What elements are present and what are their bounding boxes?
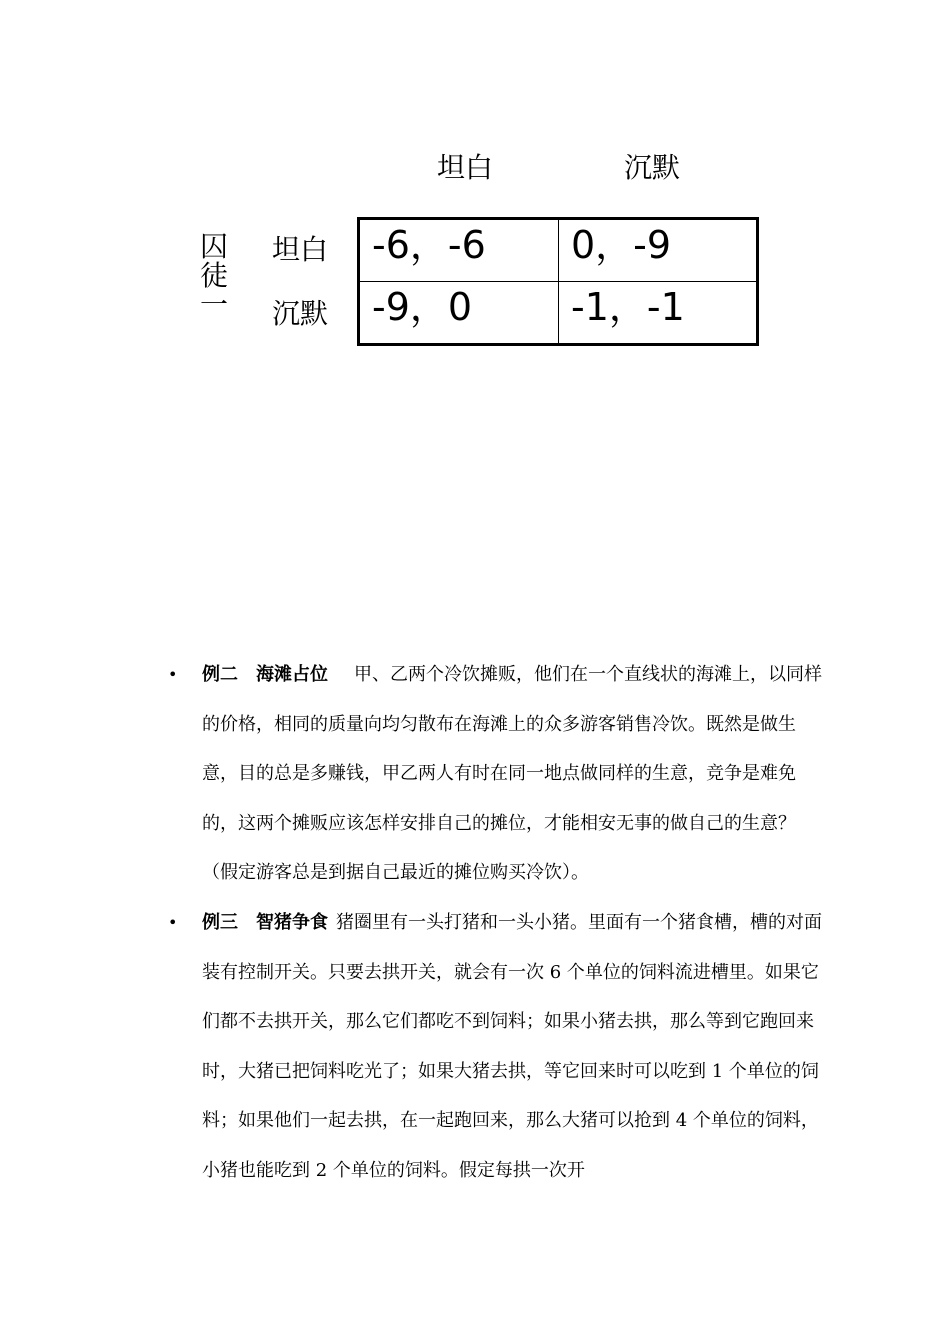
row-header-silent: 沉默 (272, 297, 329, 330)
payoff-cell: 0，-9 (559, 219, 758, 282)
example-list (168, 650, 828, 1196)
example-title: 例二 海滩占位 (202, 664, 328, 685)
matrix-row (359, 282, 758, 345)
payoff-cell: -6，-6 (359, 219, 559, 282)
matrix-row (359, 219, 758, 282)
bullet: • (168, 912, 178, 932)
row-player-label (200, 232, 232, 319)
bullet: • (168, 665, 178, 684)
column-header-confess: 坦白 (437, 151, 494, 184)
example-title: 例三 智猪争食 (202, 911, 328, 933)
example-item (168, 898, 828, 1196)
row-header-confess: 坦白 (272, 233, 329, 266)
payoff-matrix (357, 217, 759, 346)
row-player-char: 囚 (200, 230, 229, 263)
example-text: 猪圈里有一头打猪和一头小猪。里面有一个猪食槽，槽的对面装有控制开关。只要去拱开关，就会有一次 6 个单位的饲料流进槽里。如果它们都不去拱开关，那么它们都吃不到饲料；如果小猪去拱，那么等到它跑回来时，大猪已把饲料吃光了；如果大猪去拱，等它回来时可以吃到 1 个单位的饲料；如果他们一起去拱，在一起跑回来，那么大猪可以抢到 4 个单位的饲料，小猪也能吃到 2 个单位的饲料。假定每拱一次开 (202, 911, 822, 1181)
payoff-cell: -9，0 (359, 282, 559, 345)
example-text: 甲、乙两个冷饮摊贩，他们在一个直线状的海滩上，以同样的价格，相同的质量向均匀散布在海滩上的众多游客销售冷饮。既然是做生意，目的总是多赚钱，甲乙两人有时在同一地点做同样的生意，竞争是难免的，这两个摊贩应该怎样安排自己的摊位，才能相安无事的做自己的生意？（假定游客总是到据自己最近的摊位购买冷饮）。 (202, 664, 822, 884)
row-player-char: 徒 (200, 259, 229, 292)
payoff-cell: -1，-1 (559, 282, 758, 345)
row-player-char: 一 (200, 288, 229, 321)
example-item (168, 650, 828, 898)
column-header-silent: 沉默 (624, 151, 681, 184)
